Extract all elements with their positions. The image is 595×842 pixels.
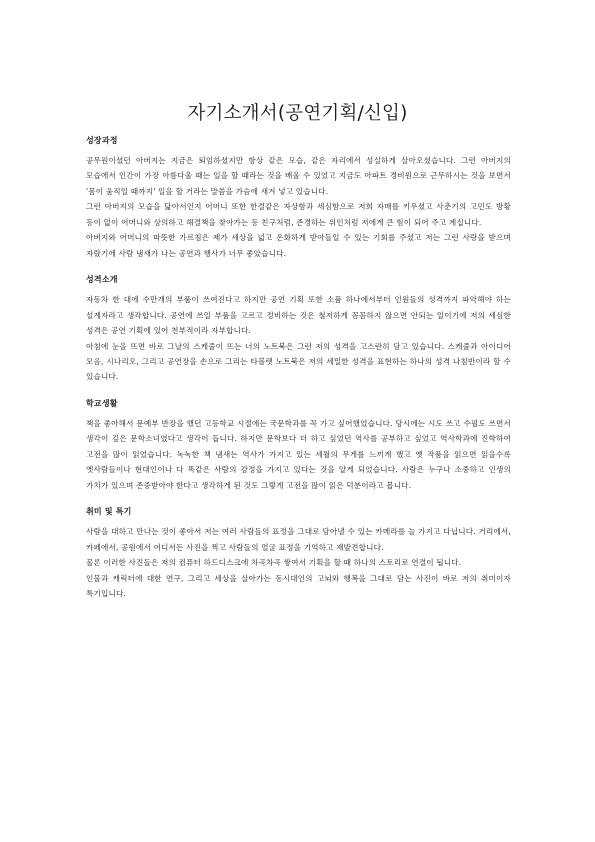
section-growth xyxy=(86,136,511,261)
paragraph: 자동차 한 대에 수만개의 부품이 쓰여진다고 하지만 공연 기획 또한 소품 하나에서부터 인원들의 성격까지 파악해야 하는 설계자라고 생각합니다. 공연에 쓰일 부품을 고르고 정비하는 것은 철저하게 꼼꼼하지 않으면 안되는 일이기에 저의 세심한 성격은 공연 기획에 있어 천부적이라 자부합니다. xyxy=(86,295,511,336)
section-personality xyxy=(86,275,511,385)
paragraph: 아침에 눈을 뜨면 바로 그날의 스케줄이 뜨는 너의 노트북은 그런 저의 성격을 고스란히 담고 있습니다. 스케줄과 아이디어 모음, 시나리오, 그리고 공연장을 손으로 그리는 타블렛 노트북은 저의 세밀한 성격을 표현하는 하나의 성격 나침반이라 할 수 있습니다. xyxy=(86,341,511,382)
section-hobbies xyxy=(86,507,511,601)
page-title: 자기소개서(공연기획/신입) xyxy=(187,103,408,124)
section-heading: 학교생활 xyxy=(86,398,118,408)
section-heading: 성격소개 xyxy=(86,275,118,285)
section-school xyxy=(86,399,511,493)
paragraph: 공무원이셨던 아버지는 지금은 퇴임하셨지만 항상 같은 모습, 같은 자리에서 성실하게 살아오셨습니다. 그런 아버지의 모습에서 인간이 가장 아름다울 때는 일을 할 때라는 것을 배울 수 있었고 지금도 아파트 경비원으로 근무하시는 것을 보면서 '몸이 움직일 때까지' 일을 할 거라는 말씀을 가슴에 새겨 넣고 있습니다. xyxy=(86,156,511,196)
section-heading: 성장과정 xyxy=(86,136,118,145)
paragraph: 인물과 캐릭터에 대한 연구, 그리고 세상을 살아가는 동시대인의 고뇌와 행복을 그대로 담는 사진이 바로 저의 취미이자 특기입니다. xyxy=(86,573,511,598)
paragraph: 책을 좋아해서 문예부 반장을 했던 고등학교 시절에는 국문학과를 꼭 가고 싶어했었습니다. 당시에는 시도 쓰고 수필도 쓰면서 생각이 깊은 문학소녀였다고 생각이 듭니다. 하지만 문학보다 더 하고 싶었던 역사를 공부하고 싶었고 역사학과에 진학하여 고전을 많이 읽었습니다. 녹녹한 책 냄새는 역사가 가지고 있는 세월의 무게를 느끼게 했고 옛 작품을 읽으면 읽을수록 옛사람들이나 현대인이나 다 똑같은 사람의 감정을 가지고 있다는 것을 알게 되었습니다. 사람은 누구나 소중하고 인생의 가치가 있으며 존중받아야 한다고 생각하게 된 것도 그렇게 고전을 많이 읽은 덕분이라고 봅니다. xyxy=(86,418,511,490)
section-heading: 취미 및 특기 xyxy=(86,507,132,517)
paragraph: 물론 이러한 사진들은 저의 컴퓨터 하드디스크에 차곡차곡 쌓여서 기획을 할 때 하나의 스토리로 연결이 됩니다. xyxy=(86,558,462,568)
paragraph: 사람을 대하고 만나는 것이 좋아서 저는 여러 사람들의 표정을 그대로 담아낼 수 있는 카메라를 늘 가지고 다닙니다. 거리에서, 카페에서, 공원에서 어디서든 사진을 찍고 사람들의 얼굴 표정을 기억하고 재발견합니다. xyxy=(86,527,511,552)
paragraph: 아버지와 어머니의 따뜻한 가르침은 제가 세상을 넓고 온화하게 받아들일 수 있는 기회를 주셨고 저는 그런 사랑을 받으며 자랐기에 사람 냄새가 나는 공연과 행사가 너무 좋았습니다. xyxy=(86,233,511,258)
paragraph: 그런 아버지의 모습을 닮아서인지 어머니 또한 한결같은 자상함과 세심함으로 저희 자매를 키우셨고 사춘기의 고민도 방황 등이 없이 어머니와 상의하고 해결책을 찾아가는 등 친구처럼, 존경하는 위인처럼 저에게 큰 힘이 되어 주고 계십니다. xyxy=(86,202,511,227)
document-body xyxy=(86,136,511,615)
